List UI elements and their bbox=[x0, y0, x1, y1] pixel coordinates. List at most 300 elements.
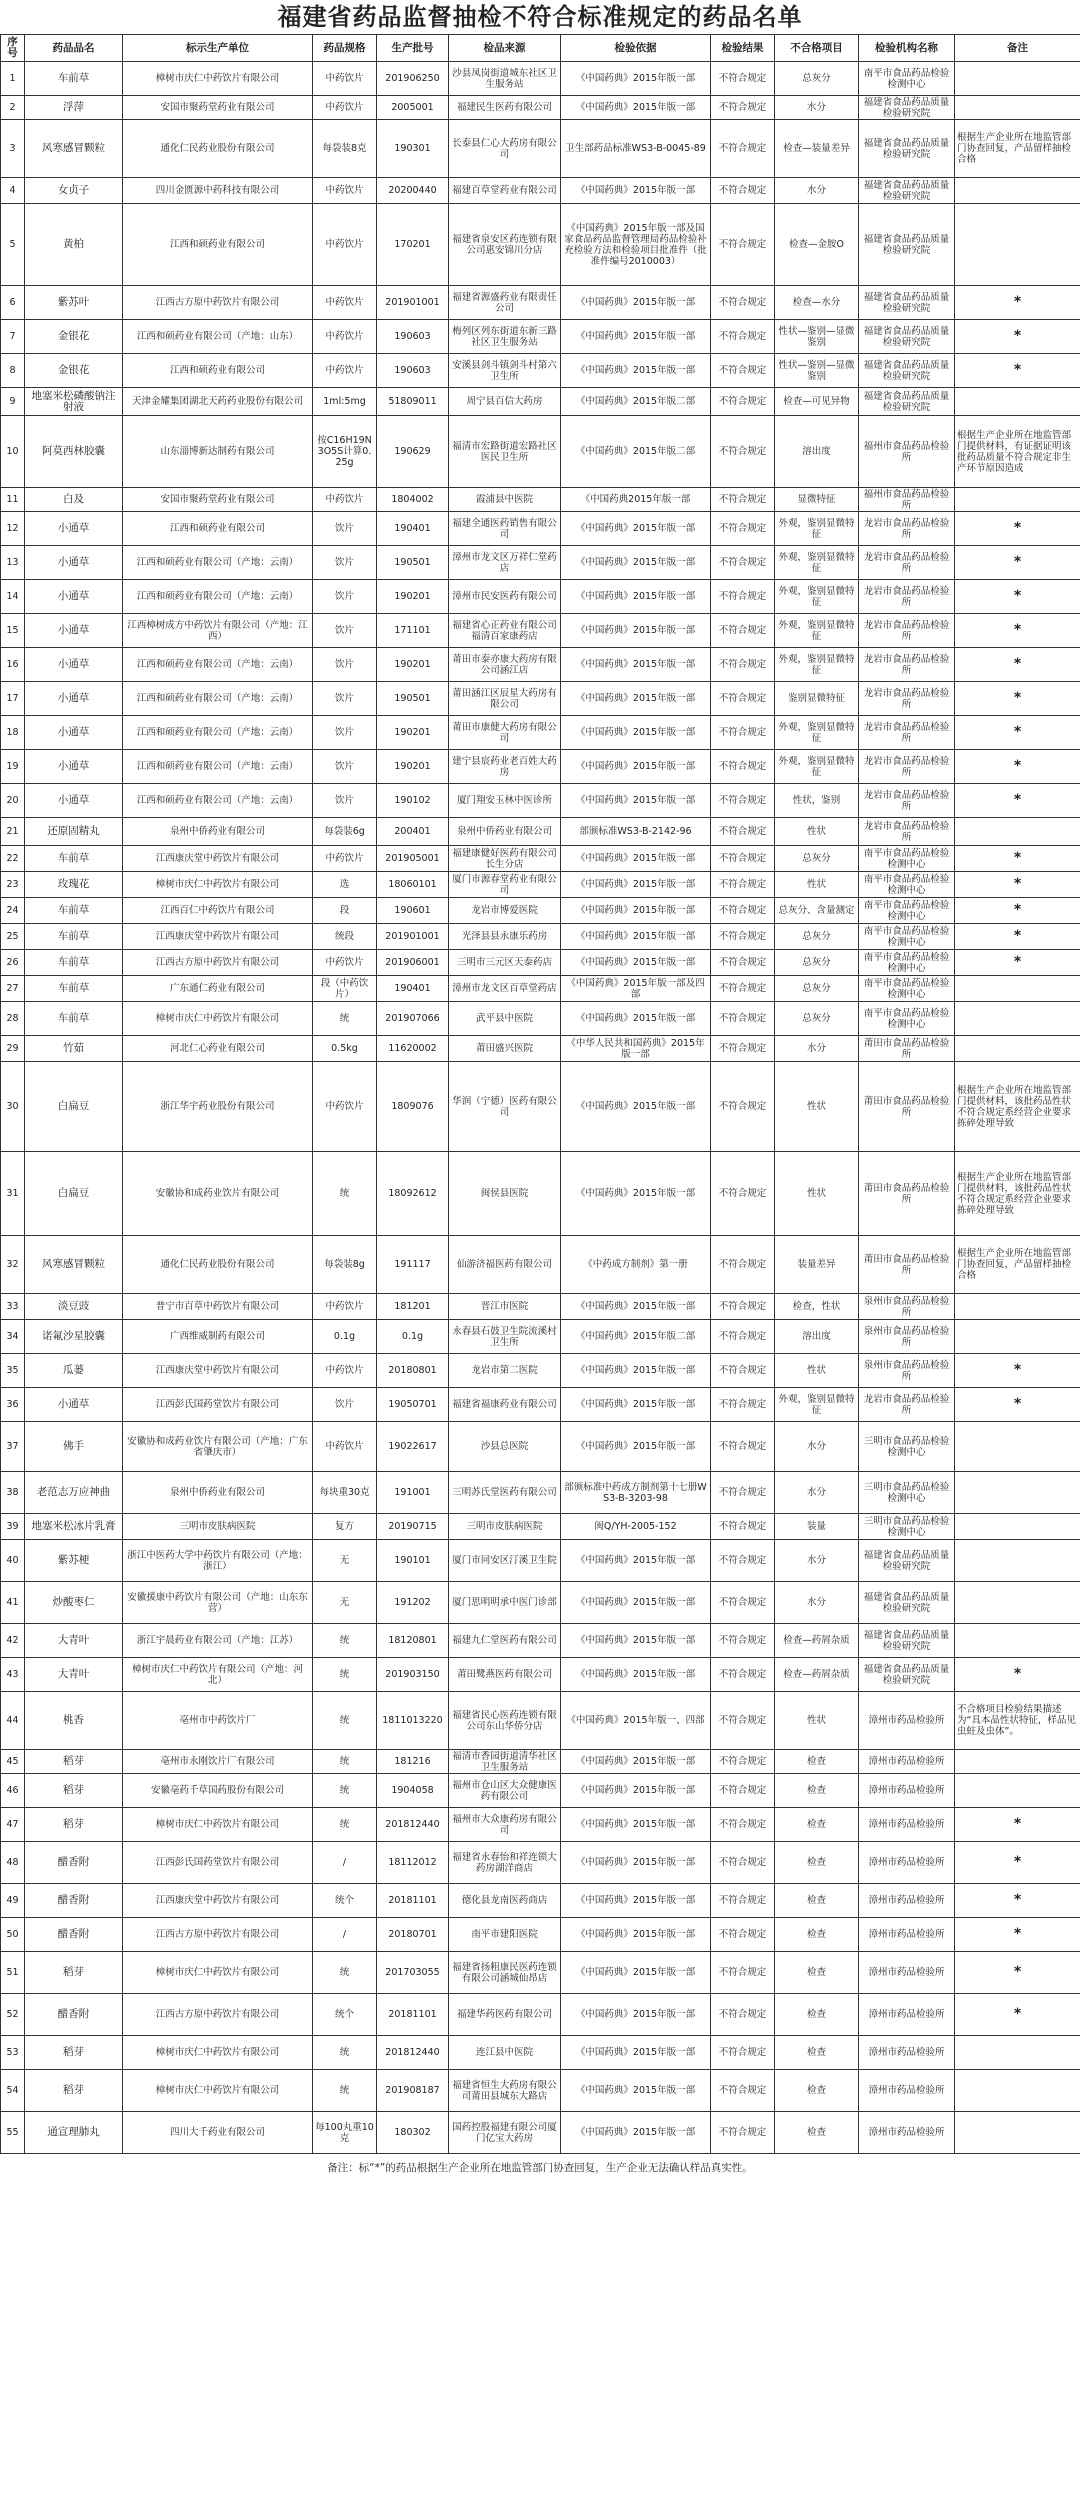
cell-drug-name: 黄柏 bbox=[25, 204, 123, 286]
cell-source: 漳州市民安医药有限公司 bbox=[449, 580, 561, 614]
cell-batch: 19050701 bbox=[377, 1388, 449, 1422]
cell-index: 2 bbox=[1, 96, 25, 120]
cell-result: 不符合规定 bbox=[711, 1952, 775, 1994]
cell-basis: 《中华人民共和国药典》2015年版一部 bbox=[561, 1036, 711, 1062]
cell-source: 福建省心正药业有限公司福清百家康药店 bbox=[449, 614, 561, 648]
cell-failed-item: 检查—水分 bbox=[775, 286, 859, 320]
cell-source: 仙游济福医药有限公司 bbox=[449, 1236, 561, 1294]
cell-manufacturer: 江西百仁中药饮片有限公司 bbox=[123, 898, 313, 924]
cell-remark: * bbox=[955, 1884, 1080, 1918]
cell-batch: 0.1g bbox=[377, 1320, 449, 1354]
cell-spec: 1ml:5mg bbox=[313, 388, 377, 416]
cell-batch: 190201 bbox=[377, 716, 449, 750]
cell-manufacturer: 四川金匮源中药科技有限公司 bbox=[123, 178, 313, 204]
cell-result: 不符合规定 bbox=[711, 2036, 775, 2070]
cell-basis: 《中国药典》2015年版一部 bbox=[561, 1884, 711, 1918]
cell-result: 不符合规定 bbox=[711, 1842, 775, 1884]
cell-drug-name: 稻芽 bbox=[25, 2036, 123, 2070]
cell-spec: 饮片 bbox=[313, 1388, 377, 1422]
cell-manufacturer: 江西和硕药业有限公司（产地：云南） bbox=[123, 716, 313, 750]
cell-institution: 漳州市药品检验所 bbox=[859, 1884, 955, 1918]
cell-source: 沙县总医院 bbox=[449, 1422, 561, 1472]
cell-source: 霞浦县中医院 bbox=[449, 488, 561, 512]
cell-drug-name: 风寒感冒颗粒 bbox=[25, 120, 123, 178]
cell-result: 不符合规定 bbox=[711, 1918, 775, 1952]
table-row bbox=[1, 1002, 1080, 1036]
cell-source: 厦门市源春堂药业有限公司 bbox=[449, 872, 561, 898]
col-header-manufacturer: 标示生产单位 bbox=[123, 35, 313, 62]
cell-basis: 闽Q/YH-2005-152 bbox=[561, 1514, 711, 1540]
cell-drug-name: 醋香附 bbox=[25, 1994, 123, 2036]
table-row bbox=[1, 1918, 1080, 1952]
table-row bbox=[1, 1952, 1080, 1994]
cell-index: 27 bbox=[1, 976, 25, 1002]
cell-source: 莆田市康健大药房有限公司 bbox=[449, 716, 561, 750]
cell-failed-item: 性状 bbox=[775, 818, 859, 846]
cell-remark bbox=[955, 388, 1080, 416]
cell-basis: 《中国药典》2015年版一部 bbox=[561, 2112, 711, 2154]
cell-result: 不符合规定 bbox=[711, 846, 775, 872]
cell-result: 不符合规定 bbox=[711, 546, 775, 580]
cell-drug-name: 竹茹 bbox=[25, 1036, 123, 1062]
cell-batch: 201906250 bbox=[377, 62, 449, 96]
cell-institution: 福建省食品药品质量检验研究院 bbox=[859, 388, 955, 416]
cell-remark bbox=[955, 1624, 1080, 1658]
cell-institution: 漳州市药品检验所 bbox=[859, 1808, 955, 1842]
cell-result: 不符合规定 bbox=[711, 1388, 775, 1422]
cell-spec: 中药饮片 bbox=[313, 1294, 377, 1320]
cell-institution: 莆田市食品药品检验所 bbox=[859, 1152, 955, 1236]
cell-institution: 福州市食品药品检验所 bbox=[859, 416, 955, 488]
cell-institution: 南平市食品药品检验检测中心 bbox=[859, 976, 955, 1002]
cell-basis: 《中国药典》2015年版一部 bbox=[561, 1918, 711, 1952]
cell-spec: 中药饮片 bbox=[313, 1354, 377, 1388]
cell-basis: 部颁标准中药成方制剂第十七册WS3-B-3203-98 bbox=[561, 1472, 711, 1514]
cell-drug-name: 车前草 bbox=[25, 898, 123, 924]
table-header-row bbox=[1, 35, 1080, 62]
cell-spec: 饮片 bbox=[313, 614, 377, 648]
cell-remark: * bbox=[955, 872, 1080, 898]
cell-source: 厦门翔安玉林中医诊所 bbox=[449, 784, 561, 818]
cell-index: 24 bbox=[1, 898, 25, 924]
cell-manufacturer: 江西古方原中药饮片有限公司 bbox=[123, 950, 313, 976]
cell-spec: 饮片 bbox=[313, 512, 377, 546]
cell-index: 45 bbox=[1, 1750, 25, 1774]
cell-institution: 漳州市药品检验所 bbox=[859, 1918, 955, 1952]
cell-failed-item: 检查 bbox=[775, 1842, 859, 1884]
cell-institution: 龙岩市食品药品检验所 bbox=[859, 682, 955, 716]
cell-failed-item: 水分 bbox=[775, 1472, 859, 1514]
cell-batch: 170201 bbox=[377, 204, 449, 286]
cell-drug-name: 风寒感冒颗粒 bbox=[25, 1236, 123, 1294]
cell-manufacturer: 樟树市庆仁中药饮片有限公司 bbox=[123, 1002, 313, 1036]
cell-result: 不符合规定 bbox=[711, 1036, 775, 1062]
cell-index: 54 bbox=[1, 2070, 25, 2112]
cell-source: 厦门市同安区汀溪卫生院 bbox=[449, 1540, 561, 1582]
cell-index: 9 bbox=[1, 388, 25, 416]
cell-source: 福建省民心医药连锁有限公司东山华侨分店 bbox=[449, 1692, 561, 1750]
cell-drug-name: 稻芽 bbox=[25, 2070, 123, 2112]
cell-manufacturer: 亳州市中药饮片厂 bbox=[123, 1692, 313, 1750]
cell-batch: 20181101 bbox=[377, 1994, 449, 2036]
table-row bbox=[1, 1062, 1080, 1152]
cell-spec: 无 bbox=[313, 1582, 377, 1624]
cell-remark bbox=[955, 818, 1080, 846]
cell-drug-name: 小通草 bbox=[25, 750, 123, 784]
cell-failed-item: 装量 bbox=[775, 1514, 859, 1540]
cell-index: 1 bbox=[1, 62, 25, 96]
cell-index: 26 bbox=[1, 950, 25, 976]
cell-institution: 漳州市药品检验所 bbox=[859, 1952, 955, 1994]
cell-manufacturer: 江西和硕药业有限公司（产地：山东） bbox=[123, 320, 313, 354]
table-body bbox=[1, 62, 1080, 2154]
cell-index: 44 bbox=[1, 1692, 25, 1750]
cell-source: 龙岩市博爱医院 bbox=[449, 898, 561, 924]
cell-spec: 统 bbox=[313, 1624, 377, 1658]
cell-source: 福清市香园街道清华社区卫生服务站 bbox=[449, 1750, 561, 1774]
cell-spec: 饮片 bbox=[313, 648, 377, 682]
cell-institution: 漳州市药品检验所 bbox=[859, 1750, 955, 1774]
cell-batch: 18060101 bbox=[377, 872, 449, 898]
cell-drug-name: 车前草 bbox=[25, 924, 123, 950]
cell-manufacturer: 普宁市百草中药饮片有限公司 bbox=[123, 1294, 313, 1320]
cell-source: 泉州中侨药业有限公司 bbox=[449, 818, 561, 846]
cell-source: 福建省泉安区药连锁有限公司惠安锦川分店 bbox=[449, 204, 561, 286]
cell-failed-item: 外观，鉴别显微特征 bbox=[775, 750, 859, 784]
cell-manufacturer: 江西康庆堂中药饮片有限公司 bbox=[123, 1354, 313, 1388]
table-row bbox=[1, 1036, 1080, 1062]
cell-institution: 南平市食品药品检验检测中心 bbox=[859, 62, 955, 96]
cell-institution: 南平市食品药品检验检测中心 bbox=[859, 846, 955, 872]
cell-source: 福清市宏路街道宏路社区医民卫生所 bbox=[449, 416, 561, 488]
cell-manufacturer: 浙江中医药大学中药饮片有限公司（产地：浙江） bbox=[123, 1540, 313, 1582]
cell-spec: 中药饮片 bbox=[313, 204, 377, 286]
cell-drug-name: 小通草 bbox=[25, 614, 123, 648]
cell-result: 不符合规定 bbox=[711, 512, 775, 546]
cell-remark: * bbox=[955, 286, 1080, 320]
cell-failed-item: 水分 bbox=[775, 1582, 859, 1624]
cell-source: 福建省永春怡和祥连锁大药房湖洋商店 bbox=[449, 1842, 561, 1884]
cell-remark bbox=[955, 1320, 1080, 1354]
cell-remark bbox=[955, 2036, 1080, 2070]
cell-drug-name: 金银花 bbox=[25, 354, 123, 388]
cell-remark bbox=[955, 204, 1080, 286]
table-row bbox=[1, 648, 1080, 682]
cell-spec: 中药饮片 bbox=[313, 1062, 377, 1152]
cell-basis: 《中国药典》2015年版一部 bbox=[561, 784, 711, 818]
cell-institution: 福建省食品药品质量检验研究院 bbox=[859, 320, 955, 354]
cell-index: 14 bbox=[1, 580, 25, 614]
cell-drug-name: 紫苏梗 bbox=[25, 1540, 123, 1582]
cell-spec: 每袋装8克 bbox=[313, 120, 377, 178]
cell-batch: 190301 bbox=[377, 120, 449, 178]
cell-basis: 《中国药典》2015年版一部 bbox=[561, 1994, 711, 2036]
cell-batch: 18092612 bbox=[377, 1152, 449, 1236]
cell-index: 43 bbox=[1, 1658, 25, 1692]
table-row bbox=[1, 1320, 1080, 1354]
cell-result: 不符合规定 bbox=[711, 1152, 775, 1236]
table-row bbox=[1, 1808, 1080, 1842]
cell-manufacturer: 江西康庆堂中药饮片有限公司 bbox=[123, 924, 313, 950]
table-row bbox=[1, 1994, 1080, 2036]
cell-result: 不符合规定 bbox=[711, 648, 775, 682]
cell-spec: 统个 bbox=[313, 1884, 377, 1918]
cell-remark bbox=[955, 1422, 1080, 1472]
cell-manufacturer: 安徽援康中药饮片有限公司（产地：山东东营） bbox=[123, 1582, 313, 1624]
cell-index: 22 bbox=[1, 846, 25, 872]
cell-failed-item: 检查—装量差异 bbox=[775, 120, 859, 178]
cell-index: 11 bbox=[1, 488, 25, 512]
cell-batch: 20181101 bbox=[377, 1884, 449, 1918]
cell-failed-item: 性状—鉴别—显微鉴别 bbox=[775, 354, 859, 388]
table-row bbox=[1, 898, 1080, 924]
cell-drug-name: 大青叶 bbox=[25, 1658, 123, 1692]
table-row bbox=[1, 872, 1080, 898]
cell-remark: * bbox=[955, 1994, 1080, 2036]
cell-spec: 饮片 bbox=[313, 580, 377, 614]
table-row bbox=[1, 354, 1080, 388]
cell-manufacturer: 浙江华宇药业股份有限公司 bbox=[123, 1062, 313, 1152]
cell-result: 不符合规定 bbox=[711, 1540, 775, 1582]
cell-remark: * bbox=[955, 1808, 1080, 1842]
table-row bbox=[1, 2070, 1080, 2112]
cell-remark: * bbox=[955, 512, 1080, 546]
cell-failed-item: 检查—药屑杂质 bbox=[775, 1658, 859, 1692]
cell-failed-item: 外观，鉴别显微特征 bbox=[775, 546, 859, 580]
cell-manufacturer: 江西古方原中药饮片有限公司 bbox=[123, 286, 313, 320]
cell-spec: 统 bbox=[313, 1774, 377, 1808]
cell-manufacturer: 江西彭氏国药堂饮片有限公司 bbox=[123, 1388, 313, 1422]
cell-institution: 泉州市食品药品检验所 bbox=[859, 1354, 955, 1388]
cell-institution: 三明市食品药品检验检测中心 bbox=[859, 1472, 955, 1514]
cell-result: 不符合规定 bbox=[711, 1002, 775, 1036]
cell-index: 28 bbox=[1, 1002, 25, 1036]
cell-spec: 每袋装6g bbox=[313, 818, 377, 846]
cell-remark bbox=[955, 62, 1080, 96]
cell-batch: 190401 bbox=[377, 976, 449, 1002]
cell-remark: * bbox=[955, 1354, 1080, 1388]
cell-index: 34 bbox=[1, 1320, 25, 1354]
cell-institution: 泉州市食品药品检验所 bbox=[859, 1294, 955, 1320]
cell-basis: 《中国药典》2015年版一部 bbox=[561, 1540, 711, 1582]
cell-basis: 《中国药典》2015年版一部 bbox=[561, 1294, 711, 1320]
cell-remark bbox=[955, 178, 1080, 204]
cell-batch: 171101 bbox=[377, 614, 449, 648]
cell-manufacturer: 四川大千药业有限公司 bbox=[123, 2112, 313, 2154]
table-row bbox=[1, 924, 1080, 950]
table-row bbox=[1, 96, 1080, 120]
cell-basis: 《中国药典》2015年版一部 bbox=[561, 2036, 711, 2070]
cell-batch: 190401 bbox=[377, 512, 449, 546]
cell-index: 47 bbox=[1, 1808, 25, 1842]
cell-institution: 福建省食品药品质量检验研究院 bbox=[859, 204, 955, 286]
cell-remark: * bbox=[955, 354, 1080, 388]
cell-spec: 段（中药饮片） bbox=[313, 976, 377, 1002]
cell-index: 3 bbox=[1, 120, 25, 178]
cell-manufacturer: 江西康庆堂中药饮片有限公司 bbox=[123, 1884, 313, 1918]
cell-remark: * bbox=[955, 846, 1080, 872]
col-header-index: 序号 bbox=[1, 35, 25, 62]
cell-index: 29 bbox=[1, 1036, 25, 1062]
cell-result: 不符合规定 bbox=[711, 580, 775, 614]
table-row bbox=[1, 178, 1080, 204]
cell-batch: 20180801 bbox=[377, 1354, 449, 1388]
cell-remark: * bbox=[955, 580, 1080, 614]
cell-drug-name: 小通草 bbox=[25, 546, 123, 580]
table-row bbox=[1, 580, 1080, 614]
cell-spec: 统 bbox=[313, 2070, 377, 2112]
cell-drug-name: 地塞米松磷酸钠注射液 bbox=[25, 388, 123, 416]
cell-batch: 20190715 bbox=[377, 1514, 449, 1540]
cell-remark: * bbox=[955, 784, 1080, 818]
cell-manufacturer: 江西古方原中药饮片有限公司 bbox=[123, 1918, 313, 1952]
cell-drug-name: 稻芽 bbox=[25, 1774, 123, 1808]
cell-basis: 《中国药典》2015年版一部及四部 bbox=[561, 976, 711, 1002]
cell-remark: * bbox=[955, 614, 1080, 648]
cell-batch: 181201 bbox=[377, 1294, 449, 1320]
cell-result: 不符合规定 bbox=[711, 1692, 775, 1750]
cell-manufacturer: 安徽协和成药业饮片有限公司 bbox=[123, 1152, 313, 1236]
cell-spec: 统 bbox=[313, 2036, 377, 2070]
cell-drug-name: 醋香附 bbox=[25, 1918, 123, 1952]
cell-manufacturer: 樟树市庆仁中药饮片有限公司 bbox=[123, 2070, 313, 2112]
cell-source: 莆田鹭燕医药有限公司 bbox=[449, 1658, 561, 1692]
cell-institution: 漳州市药品检验所 bbox=[859, 1774, 955, 1808]
cell-result: 不符合规定 bbox=[711, 614, 775, 648]
cell-index: 16 bbox=[1, 648, 25, 682]
cell-remark bbox=[955, 488, 1080, 512]
cell-drug-name: 小通草 bbox=[25, 682, 123, 716]
col-header-drug-name: 药品品名 bbox=[25, 35, 123, 62]
cell-source: 德化县龙南医药商店 bbox=[449, 1884, 561, 1918]
cell-manufacturer: 江西和硕药业有限公司 bbox=[123, 354, 313, 388]
table-row bbox=[1, 120, 1080, 178]
cell-manufacturer: 浙江宇晨药业有限公司（产地：江苏） bbox=[123, 1624, 313, 1658]
cell-basis: 《中国药典》2015年版一部 bbox=[561, 846, 711, 872]
cell-institution: 福建省食品药品质量检验研究院 bbox=[859, 1658, 955, 1692]
cell-institution: 莆田市食品药品检验所 bbox=[859, 1236, 955, 1294]
cell-manufacturer: 三明市皮肤病医院 bbox=[123, 1514, 313, 1540]
cell-batch: 1811013220 bbox=[377, 1692, 449, 1750]
cell-manufacturer: 樟树市庆仁中药饮片有限公司 bbox=[123, 2036, 313, 2070]
cell-result: 不符合规定 bbox=[711, 1774, 775, 1808]
cell-failed-item: 溶出度 bbox=[775, 1320, 859, 1354]
cell-failed-item: 水分 bbox=[775, 1036, 859, 1062]
cell-spec: 0.5kg bbox=[313, 1036, 377, 1062]
cell-index: 32 bbox=[1, 1236, 25, 1294]
cell-spec: 中药饮片 bbox=[313, 354, 377, 388]
cell-drug-name: 大青叶 bbox=[25, 1624, 123, 1658]
cell-basis: 《中国药典》2015年版二部 bbox=[561, 1320, 711, 1354]
cell-manufacturer: 天津金耀集团湖北天药药业股份有限公司 bbox=[123, 388, 313, 416]
cell-batch: 18120801 bbox=[377, 1624, 449, 1658]
cell-drug-name: 车前草 bbox=[25, 846, 123, 872]
cell-basis: 《中国药典》2015年版一部及国家食品药品监督管理局药品检验补充检验方法和检验项目批准件（批准件编号2010003） bbox=[561, 204, 711, 286]
cell-drug-name: 阿莫西林胶囊 bbox=[25, 416, 123, 488]
cell-spec: 选 bbox=[313, 872, 377, 898]
cell-failed-item: 检查 bbox=[775, 1808, 859, 1842]
cell-source: 福建民生医药有限公司 bbox=[449, 96, 561, 120]
cell-manufacturer: 通化仁民药业股份有限公司 bbox=[123, 120, 313, 178]
cell-result: 不符合规定 bbox=[711, 178, 775, 204]
cell-remark bbox=[955, 976, 1080, 1002]
cell-basis: 《中国药典》2015年版一部 bbox=[561, 1842, 711, 1884]
cell-failed-item: 检查 bbox=[775, 2036, 859, 2070]
cell-failed-item: 外观，鉴别显微特征 bbox=[775, 716, 859, 750]
cell-index: 48 bbox=[1, 1842, 25, 1884]
cell-failed-item: 检查—可见异物 bbox=[775, 388, 859, 416]
cell-drug-name: 瓜蒌 bbox=[25, 1354, 123, 1388]
cell-batch: 190501 bbox=[377, 682, 449, 716]
cell-index: 35 bbox=[1, 1354, 25, 1388]
cell-source: 连江县中医院 bbox=[449, 2036, 561, 2070]
table-row bbox=[1, 1658, 1080, 1692]
cell-batch: 191202 bbox=[377, 1582, 449, 1624]
cell-batch: 190501 bbox=[377, 546, 449, 580]
drug-table bbox=[0, 34, 1080, 2154]
cell-source: 国药控股福建有限公司厦门亿宝大药房 bbox=[449, 2112, 561, 2154]
cell-remark bbox=[955, 1472, 1080, 1514]
col-header-institution: 检验机构名称 bbox=[859, 35, 955, 62]
table-row bbox=[1, 1236, 1080, 1294]
cell-source: 建宁县宸药业老百姓大药房 bbox=[449, 750, 561, 784]
cell-remark: * bbox=[955, 546, 1080, 580]
table-row bbox=[1, 750, 1080, 784]
cell-basis: 《中国药典2015年版一部 bbox=[561, 488, 711, 512]
cell-remark bbox=[955, 2070, 1080, 2112]
cell-result: 不符合规定 bbox=[711, 62, 775, 96]
cell-basis: 《中国药典》2015年版一部 bbox=[561, 2070, 711, 2112]
cell-failed-item: 检查 bbox=[775, 1774, 859, 1808]
col-header-source: 检品来源 bbox=[449, 35, 561, 62]
cell-basis: 《中国药典》2015年版一部 bbox=[561, 96, 711, 120]
table-row bbox=[1, 1152, 1080, 1236]
cell-spec: / bbox=[313, 1842, 377, 1884]
cell-failed-item: 总灰分 bbox=[775, 950, 859, 976]
cell-index: 30 bbox=[1, 1062, 25, 1152]
cell-basis: 《中国药典》2015年版一部 bbox=[561, 546, 711, 580]
cell-failed-item: 性状 bbox=[775, 1062, 859, 1152]
cell-spec: 统 bbox=[313, 1808, 377, 1842]
cell-failed-item: 水分 bbox=[775, 1422, 859, 1472]
cell-failed-item: 总灰分、含量测定 bbox=[775, 898, 859, 924]
cell-remark: * bbox=[955, 648, 1080, 682]
cell-basis: 《中国药典》2015年版一部 bbox=[561, 614, 711, 648]
cell-source: 莆田涵江区辰星大药房有限公司 bbox=[449, 682, 561, 716]
cell-batch: 190201 bbox=[377, 648, 449, 682]
cell-spec: 饮片 bbox=[313, 750, 377, 784]
cell-basis: 《中国药典》2015年版一部 bbox=[561, 1152, 711, 1236]
cell-failed-item: 检查 bbox=[775, 1884, 859, 1918]
table-row bbox=[1, 1388, 1080, 1422]
cell-institution: 龙岩市食品药品检验所 bbox=[859, 1388, 955, 1422]
cell-institution: 漳州市药品检验所 bbox=[859, 1994, 955, 2036]
cell-source: 福建省福康药业有限公司 bbox=[449, 1388, 561, 1422]
cell-drug-name: 诺氟沙星胶囊 bbox=[25, 1320, 123, 1354]
cell-remark: 根据生产企业所在地监管部门提供材料，该批药品性状不符合规定系经营企业要求拣碎处理导致 bbox=[955, 1152, 1080, 1236]
cell-institution: 福建省食品药品质量检验研究院 bbox=[859, 354, 955, 388]
cell-drug-name: 浮萍 bbox=[25, 96, 123, 120]
cell-source: 厦门思明明承中医门诊部 bbox=[449, 1582, 561, 1624]
cell-drug-name: 通宣理肺丸 bbox=[25, 2112, 123, 2154]
table-row bbox=[1, 1750, 1080, 1774]
cell-batch: 19022617 bbox=[377, 1422, 449, 1472]
cell-result: 不符合规定 bbox=[711, 872, 775, 898]
cell-basis: 《中国药典》2015年版一部 bbox=[561, 580, 711, 614]
cell-index: 46 bbox=[1, 1774, 25, 1808]
cell-batch: 201901001 bbox=[377, 924, 449, 950]
cell-index: 52 bbox=[1, 1994, 25, 2036]
